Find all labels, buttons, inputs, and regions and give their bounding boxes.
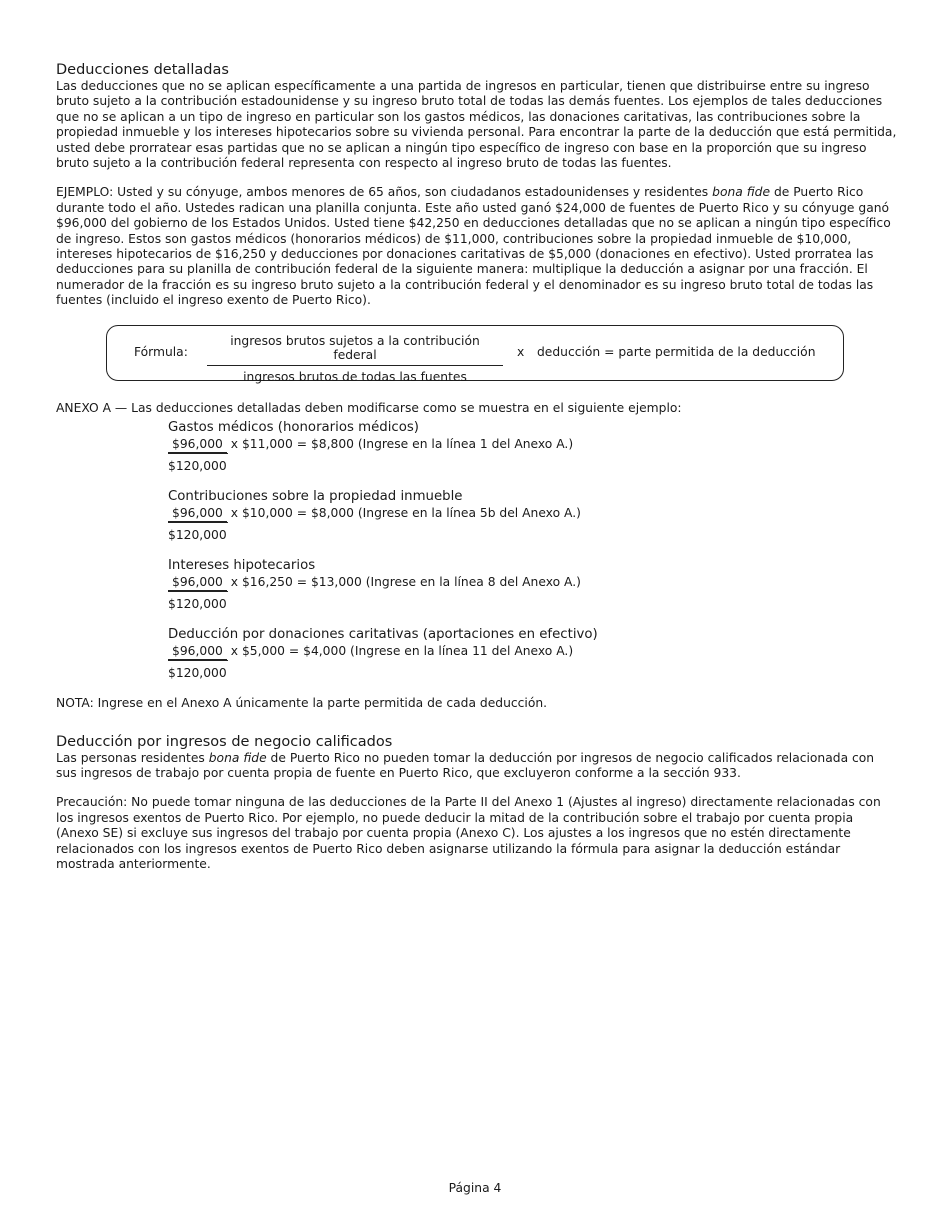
item-calculation bbox=[168, 505, 898, 522]
formula-denominator: ingresos brutos de todas las fuentes bbox=[243, 369, 467, 384]
item-title: Deducción por donaciones caritativas (aportaciones en efectivo) bbox=[168, 627, 598, 643]
page-content bbox=[56, 62, 898, 872]
qbi-paragraph: Las personas residentes bona fide de Puerto Rico no pueden tomar la deducción por ingresos de negocio calificados relacionada con sus ingresos de trabajo por cuenta propia de fuente en Puerto Rico, que excluyeron conforme a la sección 933. bbox=[56, 750, 875, 780]
annex-items bbox=[168, 420, 898, 681]
item-numerator: $96,000 bbox=[168, 574, 227, 591]
formula-box bbox=[106, 325, 844, 384]
example-paragraph: EJEMPLO: Usted y su cónyuge, ambos menores de 65 años, son ciudadanos estadounidenses y residentes bona fide de Puerto Rico durante todo el año. Ustedes radican una planilla conjunta. Este año usted ganó $24,000 de fuentes de Puerto Rico y su cónyuge ganó $96,000 del gobierno de los Estados Unidos. Usted tiene $42,250 en deducciones detalladas que no se aplican a ningún tipo específico de ingreso. Estos son gastos médicos (honorarios médicos) de $11,000, contribuciones sobre la propiedad inmueble de $10,000, intereses hipotecarios de $16,250 y deducciones por donaciones caritativas de $5,000 (donaciones en efectivo). Usted prorratea las deducciones para su planilla de contribución federal de la siguiente manera: multiplique la deducción a asignar por una fracción. El numerador de la fracción es su ingreso bruto sujeto a la contribución federal y el denominador es su ingreso bruto total de todas las fuentes (incluido el ingreso exento de Puerto Rico). bbox=[56, 185, 891, 308]
page-number: Página 4 bbox=[448, 1181, 502, 1195]
formula-fraction bbox=[207, 334, 503, 384]
item-denominator: $120,000 bbox=[168, 660, 228, 681]
item-calculation-rest: x $5,000 = $4,000 (Ingrese en la línea 11 del Anexo A.) bbox=[230, 644, 574, 659]
item-title: Gastos médicos (honorarios médicos) bbox=[168, 420, 419, 436]
item-numerator: $96,000 bbox=[168, 643, 227, 660]
annex-item-mortgage-interest bbox=[168, 558, 898, 612]
formula-label: Fórmula: bbox=[134, 344, 188, 359]
example-label: EJEMPLO: bbox=[56, 185, 114, 200]
item-calculation bbox=[168, 436, 898, 453]
item-denominator: $120,000 bbox=[168, 453, 228, 474]
item-calculation bbox=[168, 574, 898, 591]
formula-result: deducción = parte permitida de la deducción bbox=[537, 344, 816, 359]
item-numerator: $96,000 bbox=[168, 505, 227, 522]
formula-times: x bbox=[517, 344, 525, 359]
annex-item-charitable bbox=[168, 627, 898, 681]
annex-item-medical bbox=[168, 420, 898, 474]
annex-item-property-tax bbox=[168, 489, 898, 543]
section-title-qbi-deduction: Deducción por ingresos de negocio calificados bbox=[56, 733, 393, 750]
formula-numerator: ingresos brutos sujetos a la contribución federal bbox=[207, 334, 503, 366]
caution-paragraph: Precaución: No puede tomar ninguna de las deducciones de la Parte II del Anexo 1 (Ajustes al ingreso) directamente relacionadas con los ingresos exentos de Puerto Rico. Por ejemplo, no puede deducir la mitad de la contribución sobre el trabajo por cuenta propia (Anexo SE) si excluye sus ingresos del trabajo por cuenta propia (Anexo C). Los ajustes a los ingresos que no estén directamente relacionados con los ingresos exentos de Puerto Rico deben asignarse utilizando la fórmula para asignar la deducción estándar mostrada anteriormente. bbox=[56, 795, 881, 871]
item-calculation bbox=[168, 643, 898, 660]
item-calculation-rest: x $10,000 = $8,000 (Ingrese en la línea 5b del Anexo A.) bbox=[230, 506, 581, 521]
item-calculation-rest: x $11,000 = $8,800 (Ingrese en la línea 1 del Anexo A.) bbox=[230, 437, 574, 452]
item-calculation-rest: x $16,250 = $13,000 (Ingrese en la línea 8 del Anexo A.) bbox=[230, 575, 581, 590]
item-numerator: $96,000 bbox=[168, 436, 227, 453]
annex-intro: ANEXO A — Las deducciones detalladas deben modificarse como se muestra en el siguiente ejemplo: bbox=[56, 400, 682, 415]
itemized-deductions-paragraph: Las deducciones que no se aplican específicamente a una partida de ingresos en particular, tienen que distribuirse entre su ingreso bruto sujeto a la contribución estadounidense y su ingreso bruto total de todas las demás fuentes. Los ejemplos de tales deducciones que no se aplican a un tipo de ingreso en particular son los gastos médicos, las donaciones caritativas, las contribuciones sobre la propiedad inmueble y los intereses hipotecarios sobre su vivienda personal. Para encontrar la parte de la deducción que está permitida, usted debe prorratear esas partidas que no se aplican a ningún tipo específico de ingreso con base en la proporción que su ingreso bruto sujeto a la contribución federal representa con respecto al ingreso bruto de todas las fuentes. bbox=[56, 79, 897, 171]
annex-note: NOTA: Ingrese en el Anexo A únicamente la parte permitida de cada deducción. bbox=[56, 696, 548, 711]
item-denominator: $120,000 bbox=[168, 591, 228, 612]
item-denominator: $120,000 bbox=[168, 522, 228, 543]
item-title: Intereses hipotecarios bbox=[168, 558, 316, 574]
section-title-itemized-deductions: Deducciones detalladas bbox=[56, 62, 229, 78]
item-title: Contribuciones sobre la propiedad inmueble bbox=[168, 489, 463, 505]
